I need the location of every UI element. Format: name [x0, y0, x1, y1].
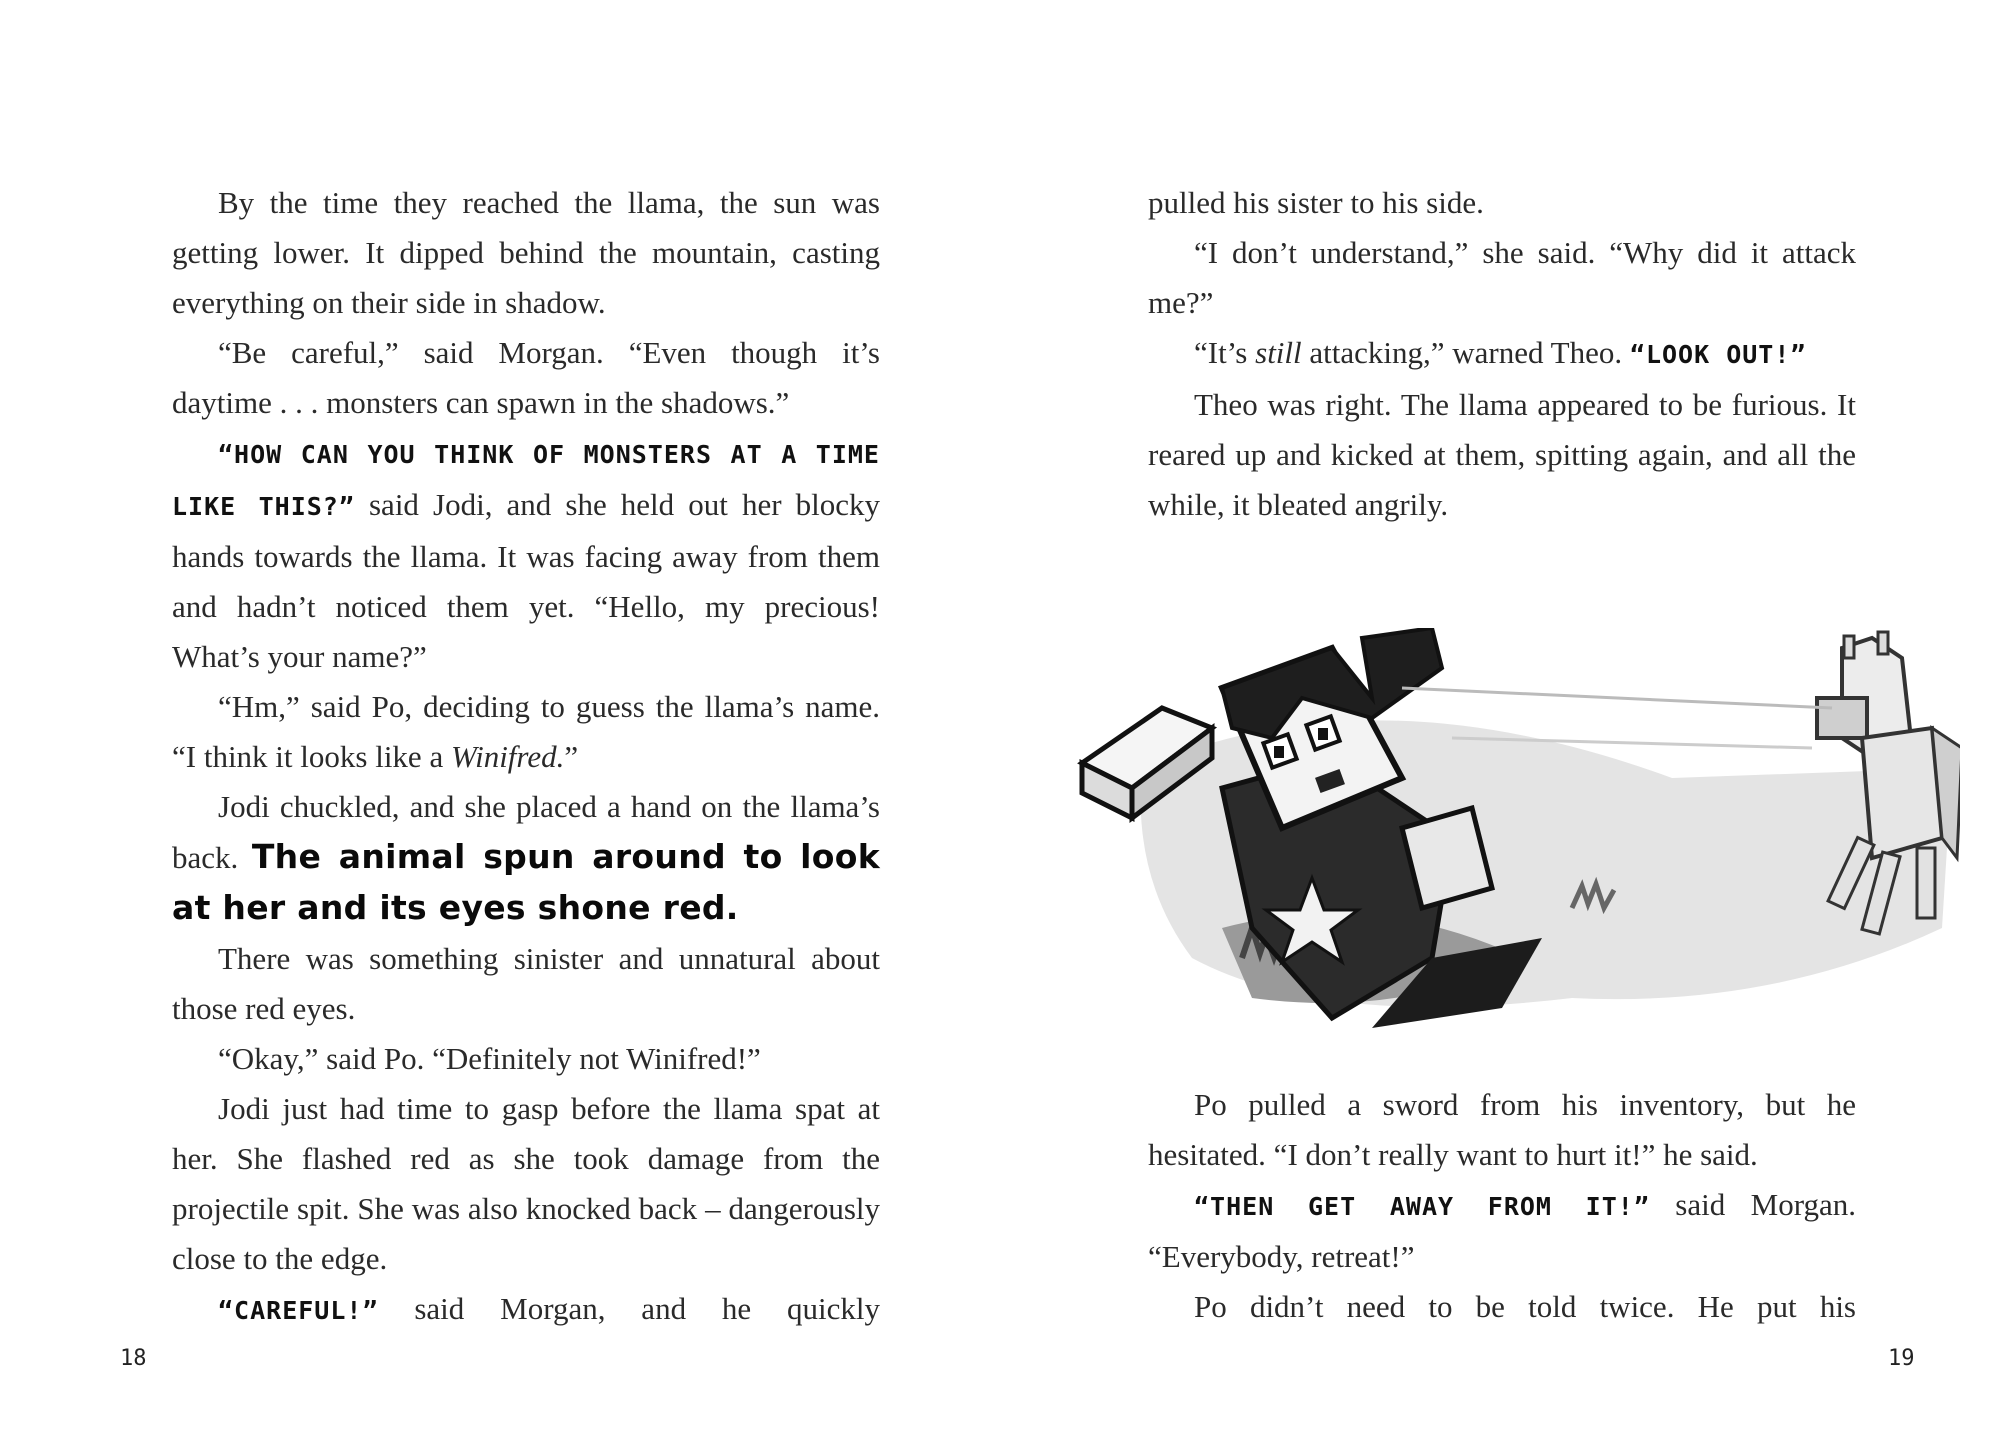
paragraph: pulled his sister to his side. — [1148, 185, 1484, 220]
left-text-column — [172, 178, 880, 1336]
illustration-girl-and-llama — [1072, 628, 1960, 1048]
right-text-column-top — [1148, 178, 1856, 530]
italic-word: still — [1255, 335, 1302, 370]
italic-name: Winifred. — [450, 739, 565, 774]
shout-text: “CAREFUL!” — [218, 1296, 379, 1325]
page-number: 18 — [120, 1346, 147, 1371]
paragraph: “Hm,” said Po, deciding to guess the llama’s name. “I think it looks like a Winifred.” — [172, 689, 880, 774]
paragraph: There was something sinister and unnatural about those red eyes. — [172, 941, 880, 1026]
paragraph: “THEN GET AWAY FROM IT!” said Morgan. “Everybody, retreat!” — [1148, 1187, 1856, 1274]
right-text-column-bottom — [1148, 1080, 1856, 1332]
paragraph: “HOW CAN YOU THINK OF MONSTERS AT A TIME LIKE THIS?” said Jodi, and she held out her blocky hands towards the llama. It was facing away from them and hadn’t noticed them yet. “Hello, my precious! What’s your name?” — [172, 440, 880, 674]
paragraph: “It’s still attacking,” warned Theo. “LOOK OUT!” — [1194, 335, 1807, 370]
shout-text: “LOOK OUT!” — [1629, 340, 1807, 369]
paragraph: “CAREFUL!” said Morgan, and he quickly — [218, 1291, 880, 1326]
paragraph: Po didn’t need to be told twice. He put his — [1194, 1289, 1856, 1324]
paragraph: Theo was right. The llama appeared to be furious. It reared up and kicked at them, spitting again, and all the while, it bleated angrily. — [1148, 387, 1856, 522]
shout-text: “THEN GET AWAY FROM IT!” — [1194, 1192, 1650, 1221]
page-number: 19 — [1888, 1346, 1915, 1371]
paragraph: Jodi chuckled, and she placed a hand on the llama’s back. The animal spun around to look at her and its eyes shone red. — [172, 789, 880, 927]
emphasis-text: The animal spun around to look at her and its eyes shone red. — [172, 837, 880, 927]
paragraph: Jodi just had time to gasp before the llama spat at her. She flashed red as she took damage from the projectile spit. She was also knocked back – dangerously close to the edge. — [172, 1091, 880, 1276]
paragraph: “Okay,” said Po. “Definitely not Winifred!” — [218, 1041, 761, 1076]
right-page — [1000, 0, 2000, 1456]
paragraph: “Be careful,” said Morgan. “Even though it’s daytime . . . monsters can spawn in the shadows.” — [172, 335, 880, 420]
shout-text: “HOW CAN YOU THINK OF MONSTERS AT A TIME LIKE THIS?” — [172, 440, 880, 521]
paragraph: Po pulled a sword from his inventory, but he hesitated. “I don’t really want to hurt it!” he said. — [1148, 1087, 1856, 1172]
paragraph: By the time they reached the llama, the sun was getting lower. It dipped behind the mountain, casting everything on their side in shadow. — [172, 185, 880, 320]
paragraph: “I don’t understand,” she said. “Why did it attack me?” — [1148, 235, 1856, 320]
